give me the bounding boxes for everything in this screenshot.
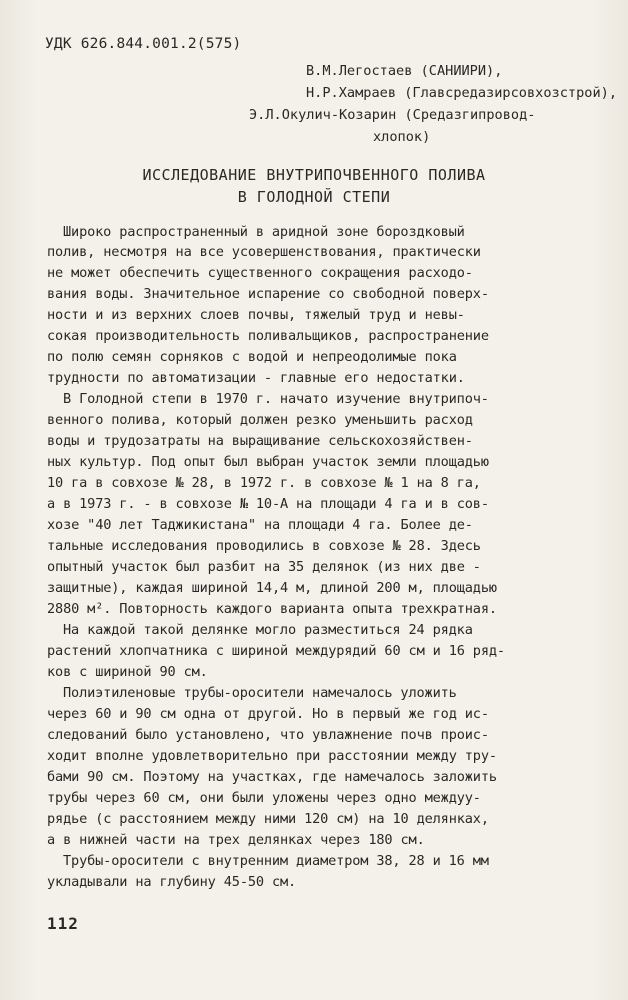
paragraph-line: защитные), каждая шириной 14,4 м, длиной 200 м, площадью <box>47 580 497 596</box>
paragraph-line: ков с шириной 90 см. <box>47 664 208 680</box>
paragraph-line: венного полива, который должен резко уменьшить расход <box>47 412 473 428</box>
paragraph-line: 2880 м². Повторность каждого варианта опыта трехкратная. <box>47 601 497 617</box>
paragraph-line: вания воды. Значительное испарение со свободной поверх- <box>47 286 489 302</box>
paragraph-line: растений хлопчатника с шириной междурядий 60 см и 16 ряд- <box>47 643 505 659</box>
paragraph-line: а в нижней части на трех делянках через 180 см. <box>47 832 425 848</box>
paragraph-line: рядье (с расстоянием между ними 120 см) на 10 делянках, <box>47 811 489 827</box>
paragraph-line: ных культур. Под опыт был выбран участок земли площадью <box>47 454 489 470</box>
article-title-line: ИССЛЕДОВАНИЕ ВНУТРИПОЧВЕННОГО ПОЛИВА <box>142 166 486 184</box>
paragraph-line: опытный участок был разбит на 35 делянок (из них две - <box>47 559 481 575</box>
author-line: хлопок) <box>373 129 431 145</box>
paragraph-line: хозе "40 лет Таджикистана" на площади 4 га. Более де- <box>47 517 473 533</box>
author-line: Э.Л.Окулич-Козарин (Средазгипровод- <box>249 107 536 123</box>
paragraph-line: трубы через 60 см, они были уложены через одно междуу- <box>47 790 481 806</box>
paragraph-line: следований было установлено, что увлажнение почв проис- <box>47 727 489 743</box>
paragraph-line: по полю семян сорняков с водой и непреодолимые пока <box>47 349 457 365</box>
paragraph-line: В Голодной степи в 1970 г. начато изучение внутрипоч- <box>63 391 489 407</box>
author-line: Н.Р.Хамраев (Главсредазирсовхозстрой), <box>306 85 617 101</box>
paragraph-line: а в 1973 г. - в совхозе № 10-А на площади 4 га и в сов- <box>47 496 489 512</box>
paragraph-line: трудности по автоматизации - главные его недостатки. <box>47 370 465 386</box>
paragraph-line: бами 90 см. Поэтому на участках, где намечалось заложить <box>47 769 497 785</box>
paragraph-line: воды и трудозатраты на выращивание сельскохозяйствен- <box>47 433 473 449</box>
paragraph-line: На каждой такой делянке могло разместиться 24 рядка <box>63 622 473 638</box>
paragraph-line: через 60 и 90 см одна от другой. Но в первый же год ис- <box>47 706 489 722</box>
paragraph-line: сокая производительность поливальщиков, распространение <box>47 328 489 344</box>
paragraph-line: Полиэтиленовые трубы-оросители намечалось уложить <box>63 685 457 701</box>
paragraph-line: полив, несмотря на все усовершенствования, практически <box>47 244 481 260</box>
paragraph-line: ходит вполне удовлетворительно при расстоянии между тру- <box>47 748 497 764</box>
paragraph-line: тальные исследования проводились в совхозе № 28. Здесь <box>47 538 481 554</box>
article-title-line: В ГОЛОДНОЙ СТЕПИ <box>237 188 391 206</box>
page-number: 112 <box>47 914 79 933</box>
paragraph-line: не может обеспечить существенного сокращения расходо- <box>47 265 473 281</box>
paragraph-line: Широко распространенный в аридной зоне бороздковый <box>63 224 465 240</box>
udk-code: УДК 626.844.001.2(575) <box>45 36 242 52</box>
paragraph-line: укладывали на глубину 45-50 см. <box>47 874 297 890</box>
author-line: В.М.Легостаев (САНИИРИ), <box>306 63 503 79</box>
paragraph-line: Трубы-оросители с внутренним диаметром 38, 28 и 16 мм <box>63 853 489 869</box>
paragraph-line: ности и из верхних слоев почвы, тяжелый труд и невы- <box>47 307 465 323</box>
paragraph-line: 10 га в совхозе № 28, в 1972 г. в совхозе № 1 на 8 га, <box>47 475 481 491</box>
